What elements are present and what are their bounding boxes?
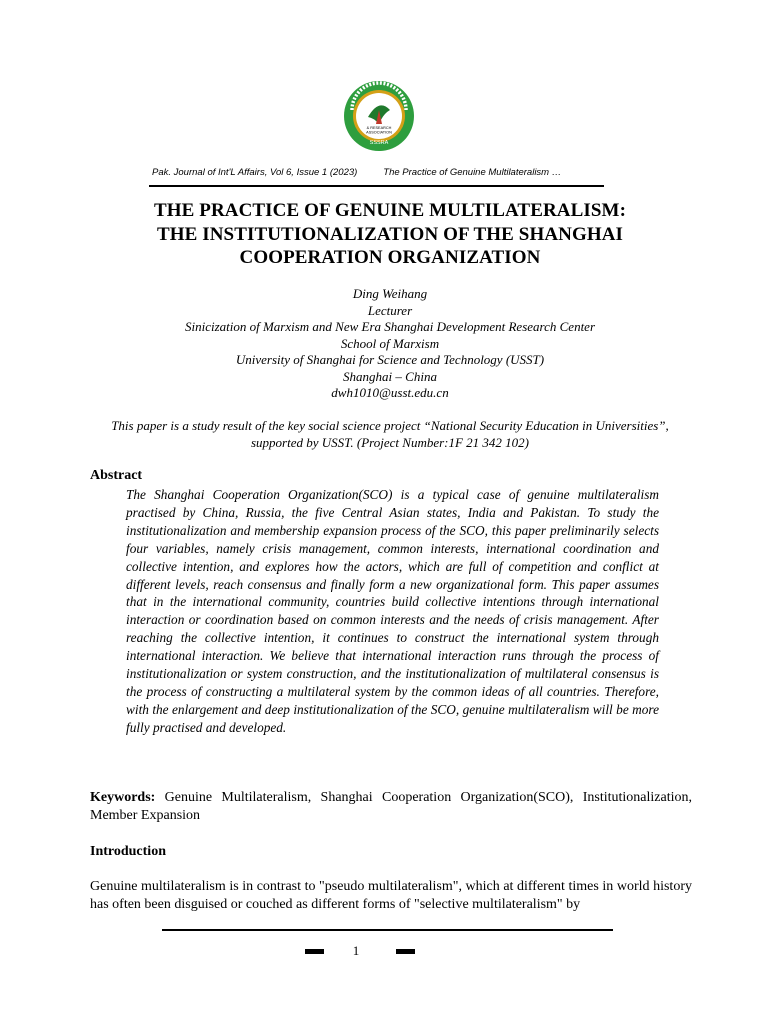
author-block [90,286,690,402]
project-note-line-1: This paper is a study result of the key social science project “National Security Education in Universities”, [111,418,669,433]
paper-title [90,199,690,270]
author-university: University of Shanghai for Science and Technology (USST) [235,352,545,367]
page-number: 1 [352,943,360,958]
running-head-title: The Practice of Genuine Multilateralism … [383,167,562,178]
title-line-3: COOPERATION ORGANIZATION [239,247,541,268]
title-line-1: THE PRACTICE OF GENUINE MULTILATERALISM: [153,200,627,221]
keywords-label: Keywords: [90,790,156,805]
author-position: Lecturer [367,302,413,318]
project-note [90,418,690,451]
abstract-heading: Abstract [90,468,143,483]
footer-rule [162,929,613,931]
page-number-dash-left [305,949,324,954]
project-note-line-2: supported by USST. (Project Number:1F 21 342 102) [250,434,530,450]
journal-logo [343,80,415,152]
author-email[interactable]: dwh1010@usst.edu.cn [331,385,449,400]
running-head [152,167,604,178]
keywords [90,789,692,825]
introduction-heading: Introduction [90,844,166,859]
author-center: Sinicization of Marxism and New Era Shanghai Development Research Center [184,319,596,334]
author-school: School of Marxism [340,335,440,351]
keywords-text: Genuine Multilateralism, Shanghai Cooperation Organization(SCO), Institutionalization, Member Expansion [90,790,692,823]
introduction-text: Genuine multilateralism is in contrast to "pseudo multilateralism", which at different times in world history has often been disguised or couched as different forms of "selective multilateralism" by [90,879,692,912]
svg-text:ASSOCIATION: ASSOCIATION [366,130,392,135]
abstract-text: The Shanghai Cooperation Organization(SCO) is a typical case of genuine multilateralism practised by China, Russia, the five Central Asian states, India and Pakistan. To study the institutionalization and membership expansion process of the SCO, this paper preliminarily selects four variables, namely crisis management, common interests, international coordination and collective intention, and explores how the actors, which are full of competition and conflict at different levels, reach consensus and finally form a new organizational form. This paper assumes that in the international community, countries build collective intentions through international interaction or coordination based on common interests and the needs of crisis management. After reaching the collective intention, it continues to construct the international system through international interaction. We believe that international interaction runs through the process of institutionalization or system construction, and the institutionalization of multilateral consensus is the process of constructing a multilateral system by the common ideas of all countries. Therefore, with the enlargement and deep institutionalization of the SCO, genuine multilateralism will be more fully practised and developed. [126,487,659,735]
running-head-journal: Pak. Journal of Int'L Affairs, Vol 6, Issue 1 (2023) [152,167,358,178]
header-rule [149,185,604,187]
svg-text:& RESEARCH: & RESEARCH [366,126,392,130]
page-number-dash-right [396,949,415,954]
svg-text:SSSRA: SSSRA [369,140,389,146]
author-location: Shanghai – China [343,368,437,384]
title-line-2: THE INSTITUTIONALIZATION OF THE SHANGHAI [156,223,624,245]
author-name: Ding Weihang [352,286,428,301]
